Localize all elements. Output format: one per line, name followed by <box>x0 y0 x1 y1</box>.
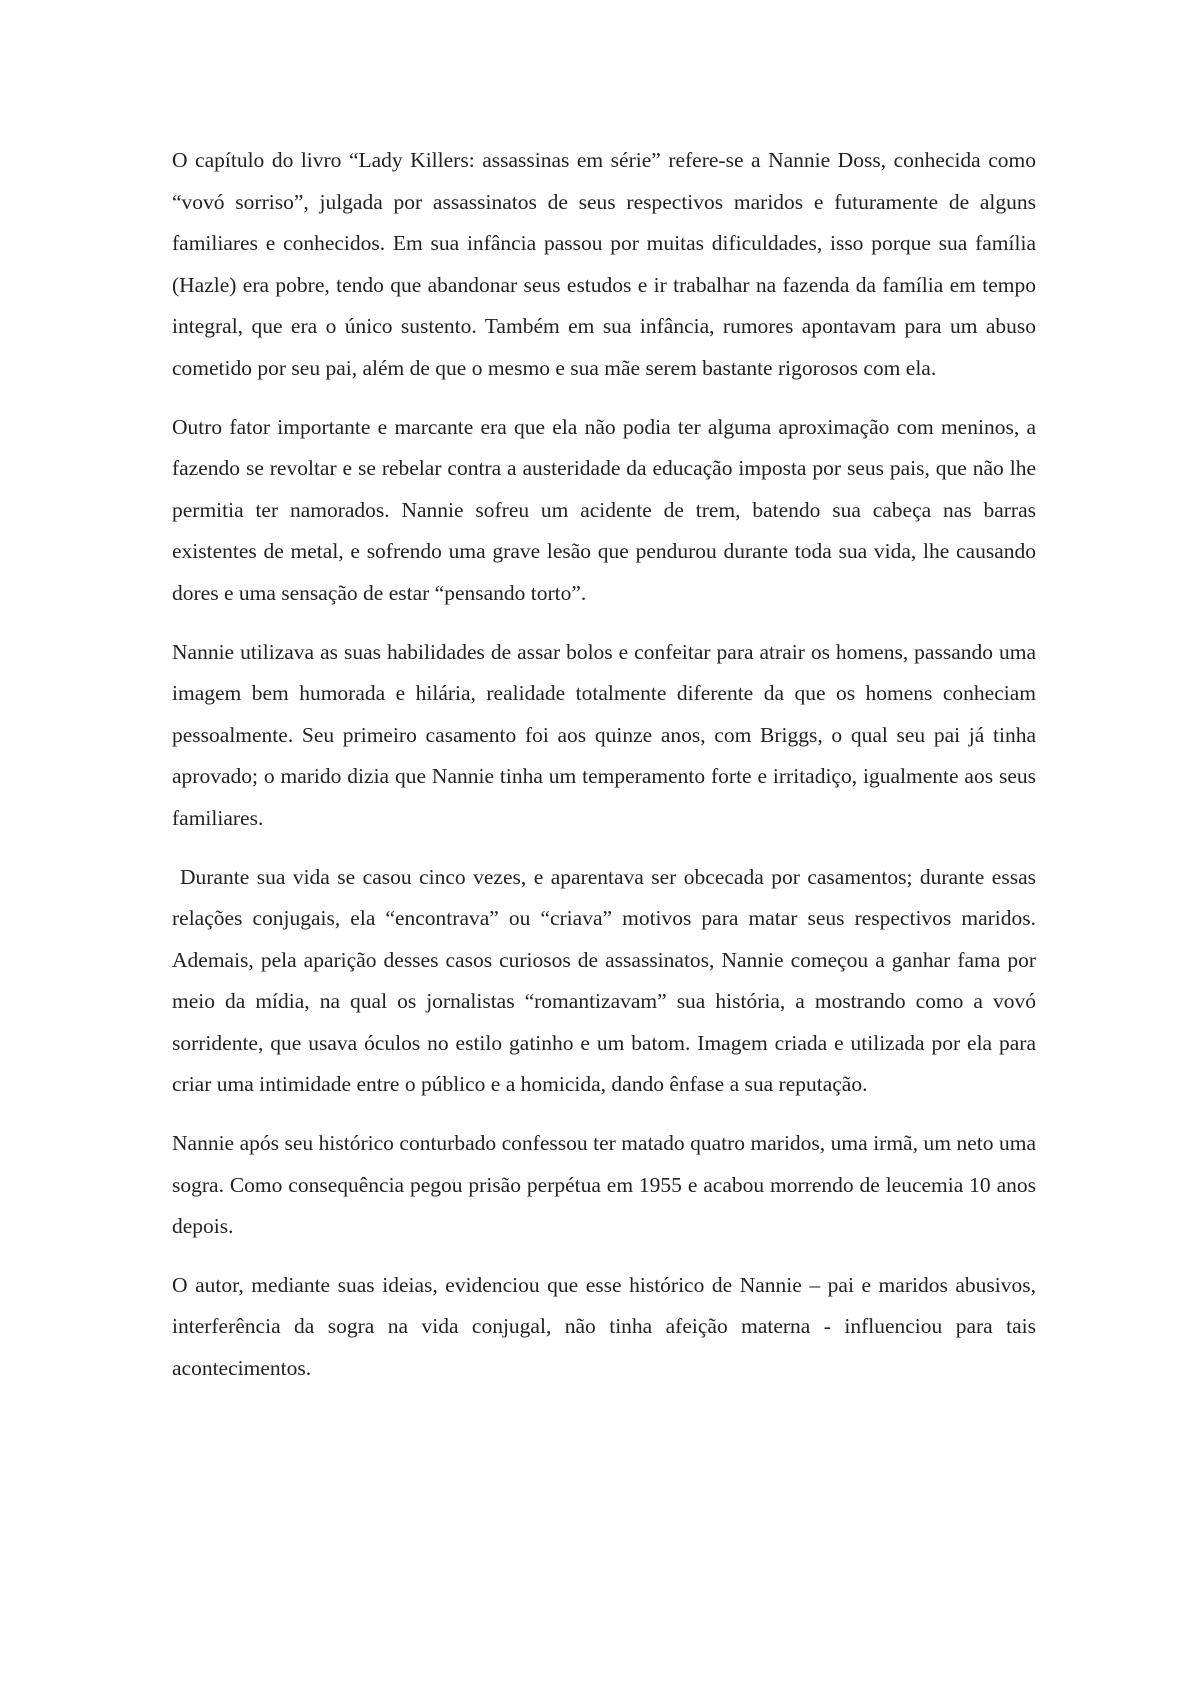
paragraph-6: O autor, mediante suas ideias, evidenciou que esse histórico de Nannie – pai e maridos abusivos, interferência da sogra na vida conjugal, não tinha afeição materna - influenciou para tais acontecimentos. <box>172 1272 1036 1381</box>
document-page <box>172 140 1036 1407</box>
paragraph-5: Nannie após seu histórico conturbado confessou ter matado quatro maridos, uma irmã, um neto uma sogra. Como consequência pegou prisão perpétua em 1955 e acabou morrendo de leucemia 10 anos depois. <box>172 1131 1036 1239</box>
paragraph-4: Durante sua vida se casou cinco vezes, e aparentava ser obcecada por casamentos; durante essas relações conjugais, ela “encontrava” ou “criava” motivos para matar seus respectivos maridos. Ademais, pela aparição desses casos curiosos de assassinatos, Nannie começou a ganhar fama por meio da mídia, na qual os jornalistas “romantizavam” sua história, a mostrando como a vovó sorridente, que usava óculos no estilo gatinho e um batom. Imagem criada e utilizada por ela para criar uma intimidade entre o público e a homicida, dando ênfase a sua reputação. <box>172 864 1036 1097</box>
paragraph-3: Nannie utilizava as suas habilidades de assar bolos e confeitar para atrair os homens, passando uma imagem bem humorada e hilária, realidade totalmente diferente da que os homens conheciam pessoalmente. Seu primeiro casamento foi aos quinze anos, com Briggs, o qual seu pai já tinha aprovado; o marido dizia que Nannie tinha um temperamento forte e irritadiço, igualmente aos seus familiares. <box>172 639 1036 830</box>
paragraph-2: Outro fator importante e marcante era que ela não podia ter alguma aproximação com meninos, a fazendo se revoltar e se rebelar contra a austeridade da educação imposta por seus pais, que não lhe permitia ter namorados. Nannie sofreu um acidente de trem, batendo sua cabeça nas barras existentes de metal, e sofrendo uma grave lesão que pendurou durante toda sua vida, lhe causando dores e uma sensação de estar “pensando torto”. <box>172 414 1036 605</box>
paragraph-1: O capítulo do livro “Lady Killers: assassinas em série” refere-se a Nannie Doss, conhecida como “vovó sorriso”, julgada por assassinatos de seus respectivos maridos e futuramente de alguns familiares e conhecidos. Em sua infância passou por muitas dificuldades, isso porque sua família (Hazle) era pobre, tendo que abandonar seus estudos e ir trabalhar na fazenda da família em tempo integral, que era o único sustento. Também em sua infância, rumores apontavam para um abuso cometido por seu pai, além de que o mesmo e sua mãe serem bastante rigorosos com ela. <box>172 148 1036 380</box>
